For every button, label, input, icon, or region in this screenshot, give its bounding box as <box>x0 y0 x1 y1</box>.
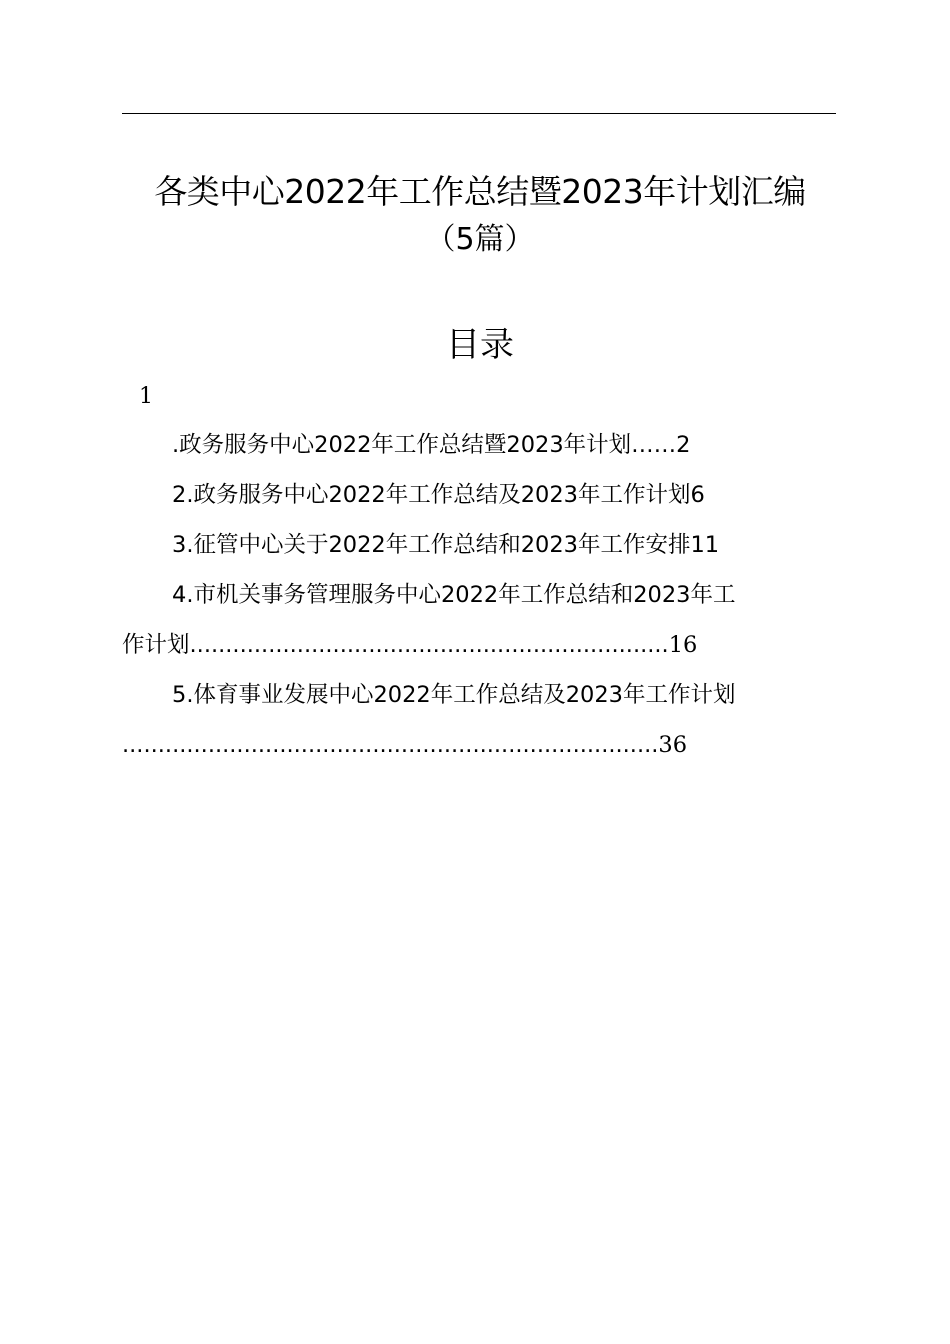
toc-entry-4-continuation[interactable] <box>122 620 836 670</box>
table-of-contents <box>122 420 836 770</box>
toc-leader: ........................................................................... <box>122 732 659 758</box>
toc-page-number: 16 <box>668 632 698 658</box>
toc-heading: 目录 <box>446 325 514 365</box>
toc-entry-text: 2.政务服务中心2022年工作总结及2023年工作计划6 <box>172 482 705 508</box>
toc-leader: ................................................................... <box>189 632 669 658</box>
document-subtitle: （5篇） <box>425 222 535 257</box>
toc-entry-5[interactable] <box>122 670 836 720</box>
toc-entry-text: 3.征管中心关于2022年工作总结和2023年工作安排11 <box>172 532 720 558</box>
toc-entry-text: 4.市机关事务管理服务中心2022年工作总结和2023年工 <box>172 582 736 608</box>
toc-entry-4[interactable] <box>122 570 836 620</box>
header-rule <box>122 113 836 114</box>
document-title: 各类中心2022年工作总结暨2023年计划汇编 <box>154 172 806 211</box>
toc-entry-text: 作计划 <box>122 632 190 658</box>
toc-entry-3[interactable] <box>122 520 836 570</box>
toc-entry-text: .政务服务中心2022年工作总结暨2023年计划……2 <box>172 432 691 458</box>
toc-page-number: 36 <box>658 732 688 758</box>
toc-entry-text: 5.体育事业发展中心2022年工作总结及2023年工作计划 <box>172 682 736 708</box>
toc-entry-2[interactable] <box>122 470 836 520</box>
toc-entry-1[interactable] <box>122 420 836 470</box>
toc-marker: 1 <box>139 384 153 409</box>
toc-entry-5-continuation[interactable] <box>122 720 836 770</box>
